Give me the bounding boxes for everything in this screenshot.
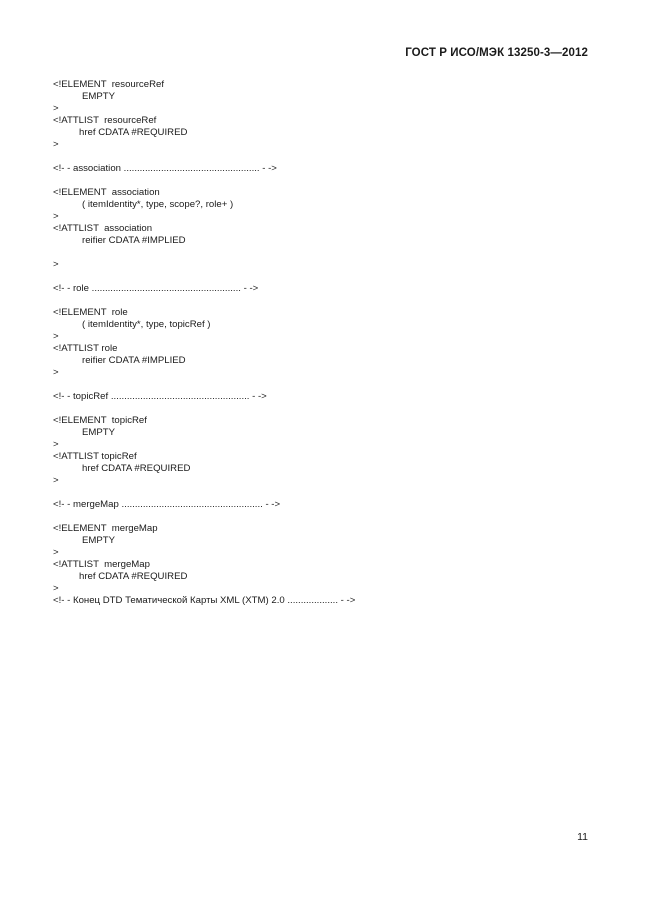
blank-line	[53, 403, 593, 415]
dtd-line: <!ATTLIST resourceRef	[53, 115, 157, 126]
blank-line	[53, 151, 593, 163]
dtd-listing	[53, 79, 593, 607]
dtd-line: <!ELEMENT resourceRef	[53, 79, 164, 90]
dtd-line: <!ATTLIST role	[53, 343, 118, 354]
dtd-line: href CDATA #REQUIRED	[79, 127, 188, 138]
blank-line	[53, 271, 593, 283]
dtd-line: >	[53, 139, 59, 150]
blank-line	[53, 175, 593, 187]
dtd-line: reifier CDATA #IMPLIED	[82, 235, 186, 246]
dtd-line: <!ELEMENT topicRef	[53, 415, 147, 426]
dtd-line: EMPTY	[82, 427, 116, 438]
blank-line	[53, 379, 593, 391]
dtd-line: <!ELEMENT association	[53, 187, 160, 198]
dtd-line: >	[53, 331, 59, 342]
dtd-line: >	[53, 583, 59, 594]
dtd-line: >	[53, 259, 59, 270]
dtd-comment-line: <!- - association ................................................... - ->	[53, 163, 277, 174]
dtd-line: EMPTY	[82, 535, 116, 546]
dtd-line: <!ATTLIST mergeMap	[53, 559, 150, 570]
document-standard-header: ГОСТ Р ИСО/МЭК 13250-3—2012	[405, 47, 588, 59]
dtd-line: <!ATTLIST topicRef	[53, 451, 137, 462]
blank-line	[53, 511, 593, 523]
dtd-line: >	[53, 547, 59, 558]
dtd-line: >	[53, 103, 59, 114]
dtd-line: <!ELEMENT role	[53, 307, 128, 318]
dtd-line: <!ELEMENT mergeMap	[53, 523, 158, 534]
dtd-comment-line: <!- - topicRef .................................................... - ->	[53, 391, 267, 402]
blank-line	[53, 247, 593, 259]
dtd-line: href CDATA #REQUIRED	[82, 463, 191, 474]
dtd-line: reifier CDATA #IMPLIED	[82, 355, 186, 366]
dtd-line: >	[53, 211, 59, 222]
dtd-line: >	[53, 367, 59, 378]
blank-line	[53, 487, 593, 499]
dtd-comment-line: <!- - mergeMap ..................................................... - ->	[53, 499, 281, 510]
page-number: 11	[577, 831, 588, 843]
dtd-line: >	[53, 439, 59, 450]
dtd-line: href CDATA #REQUIRED	[79, 571, 188, 582]
dtd-line: EMPTY	[82, 91, 116, 102]
dtd-comment-line: <!- - role ........................................................ - ->	[53, 283, 259, 294]
dtd-line: >	[53, 475, 59, 486]
dtd-line: ( itemIdentity*, type, scope?, role+ )	[82, 199, 234, 210]
dtd-line: <!ATTLIST association	[53, 223, 153, 234]
blank-line	[53, 295, 593, 307]
dtd-line: ( itemIdentity*, type, topicRef )	[82, 319, 211, 330]
dtd-end-comment-line: <!- - Конец DTD Тематической Карты XML (XTM) 2.0 ................... - ->	[53, 595, 356, 606]
